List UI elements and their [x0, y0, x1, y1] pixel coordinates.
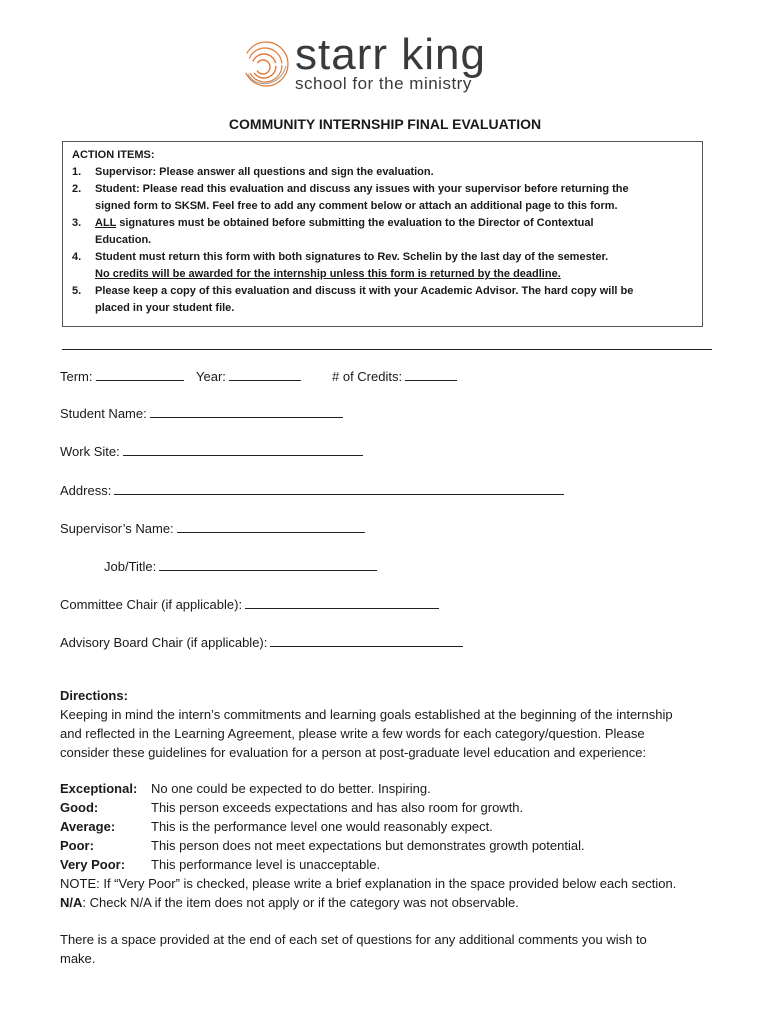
rating-text: No one could be expected to do better. Inspiring. — [151, 781, 431, 796]
committee-chair-label: Committee Chair (if applicable): — [60, 597, 243, 612]
year-label: Year: — [196, 369, 226, 384]
item-number: 4. — [72, 251, 82, 263]
item-text-line2: No credits will be awarded for the internship unless this form is returned by the deadline. — [95, 268, 561, 280]
rating-row — [60, 798, 740, 817]
page-title: COMMUNITY INTERNSHIP FINAL EVALUATION — [228, 116, 542, 132]
item-text-line2: placed in your student file. — [95, 302, 235, 314]
item-text: Supervisor: Please answer all questions and sign the evaluation. — [95, 166, 434, 178]
directions-line: and reflected in the Learning Agreement, please write a few words for each category/question. Please — [60, 726, 645, 741]
item-text-line1 — [95, 215, 695, 232]
na-label: N/A — [60, 895, 83, 910]
advisory-chair-label: Advisory Board Chair (if applicable): — [60, 635, 268, 650]
credits-blank[interactable] — [405, 368, 457, 381]
student-name-blank[interactable] — [150, 405, 343, 418]
student-name-label: Student Name: — [60, 406, 147, 421]
logo-name: starr king — [295, 30, 486, 79]
item-text-line1: Please keep a copy of this evaluation and discuss it with your Academic Advisor. The hard copy will be — [95, 285, 634, 297]
divider — [62, 349, 712, 350]
logo-tagline: school for the ministry — [295, 74, 472, 93]
item-number: 3. — [72, 217, 82, 229]
advisory-chair-field[interactable] — [60, 634, 463, 650]
rating-label: Very Poor: — [60, 857, 126, 872]
term-field[interactable] — [60, 368, 184, 384]
term-label: Term: — [60, 369, 93, 384]
rating-row — [60, 817, 740, 836]
student-name-field[interactable] — [60, 405, 343, 421]
job-title-field[interactable] — [104, 558, 377, 574]
address-label: Address: — [60, 483, 112, 498]
school-logo — [240, 30, 530, 98]
rating-label: Exceptional: — [60, 781, 138, 796]
directions-heading: Directions: — [60, 688, 128, 703]
work-site-label: Work Site: — [60, 444, 120, 459]
item-text-line2: signed form to SKSM. Feel free to add any comment below or attach an additional page to this form. — [95, 200, 618, 212]
item-text-line2: Education. — [95, 234, 152, 246]
closing-line: make. — [60, 951, 96, 966]
supervisor-name-label: Supervisor’s Name: — [60, 521, 174, 536]
action-items-box — [62, 141, 703, 327]
action-items-heading: ACTION ITEMS: — [72, 149, 155, 161]
job-title-blank[interactable] — [159, 558, 377, 571]
action-item — [72, 249, 692, 283]
item-number: 1. — [72, 166, 82, 178]
rating-label: Poor: — [60, 838, 94, 853]
year-blank[interactable] — [229, 368, 301, 381]
rating-row — [60, 779, 740, 798]
supervisor-name-field[interactable] — [60, 520, 365, 536]
all-emphasis: ALL — [95, 217, 117, 229]
address-blank[interactable] — [114, 482, 564, 495]
item-text-rest: signatures must be obtained before submitting the evaluation to the Director of Contextual — [116, 217, 594, 229]
advisory-chair-blank[interactable] — [270, 634, 463, 647]
na-line — [60, 893, 730, 912]
rating-text: This is the performance level one would reasonably expect. — [151, 819, 493, 834]
swirl-logo-icon — [240, 36, 292, 92]
rating-text: This performance level is unacceptable. — [151, 857, 381, 872]
rating-label: Good: — [60, 800, 99, 815]
credits-field[interactable] — [332, 368, 457, 384]
work-site-field[interactable] — [60, 443, 363, 459]
directions-line: consider these guidelines for evaluation for a person at post-graduate level education and experience: — [60, 745, 647, 760]
closing-line: There is a space provided at the end of each set of questions for any additional comments you wish to — [60, 932, 647, 947]
item-number: 5. — [72, 285, 82, 297]
supervisor-name-blank[interactable] — [177, 520, 365, 533]
year-field[interactable] — [196, 368, 301, 384]
item-text-line1: Student: Please read this evaluation and discuss any issues with your supervisor before returning the — [95, 183, 629, 195]
rating-label: Average: — [60, 819, 116, 834]
item-number: 2. — [72, 183, 82, 195]
address-field[interactable] — [60, 482, 564, 498]
rating-row — [60, 855, 740, 874]
term-blank[interactable] — [96, 368, 184, 381]
credits-label: # of Credits: — [332, 369, 403, 384]
committee-chair-field[interactable] — [60, 596, 439, 612]
rating-row — [60, 836, 740, 855]
action-item — [72, 181, 692, 215]
na-text: : Check N/A if the item does not apply or if the category was not observable. — [82, 895, 519, 910]
rating-text: This person does not meet expectations but demonstrates growth potential. — [151, 838, 585, 853]
action-item — [72, 164, 692, 181]
committee-chair-blank[interactable] — [245, 596, 439, 609]
action-item — [72, 283, 692, 317]
action-item — [72, 215, 692, 249]
work-site-blank[interactable] — [123, 443, 363, 456]
directions-line: Keeping in mind the intern’s commitments and learning goals established at the beginning of the internship — [60, 707, 673, 722]
job-title-label: Job/Title: — [104, 559, 157, 574]
rating-text: This person exceeds expectations and has also room for growth. — [151, 800, 524, 815]
note-text: NOTE: If “Very Poor” is checked, please write a brief explanation in the space provided below each section. — [60, 876, 677, 891]
item-text-line1: Student must return this form with both signatures to Rev. Schelin by the last day of the semester. — [95, 251, 609, 263]
